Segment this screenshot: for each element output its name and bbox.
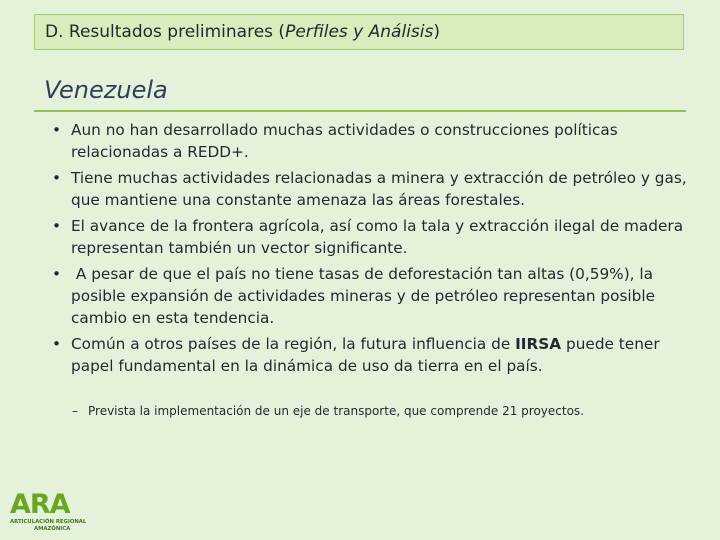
section-title-italic: Perfiles y Análisis	[285, 22, 434, 42]
bullet-list	[52, 119, 692, 381]
bullet-text: El avance de la frontera agrícola, así como la tala y extracción ilegal de madera representan también un vector significante.	[71, 217, 684, 257]
bullet-dot: •	[52, 335, 62, 353]
bullet-text-before: Común a otros países de la región, la futura influencia de	[71, 335, 516, 353]
bullet-item-2	[52, 167, 692, 211]
section-title-box	[34, 14, 684, 50]
country-title: Venezuela	[44, 76, 168, 104]
bullet-text-after: puede tener papel fundamental en la dinámica de uso da tierra en el país.	[71, 335, 660, 375]
logo-line-1: ARTICULACIÓN REGIONAL	[10, 519, 87, 525]
bullet-text: Aun no han desarrollado muchas actividades o construcciones políticas relacionadas a REDD+.	[71, 121, 618, 161]
sub-bullet-text: Prevista la implementación de un eje de transporte, que comprende 21 proyectos.	[88, 404, 585, 418]
bullet-dot: •	[52, 169, 62, 187]
bullet-text: A pesar de que el país no tiene tasas de deforestación tan altas (0,59%), la posible expansión de actividades mineras y de petróleo representan posible cambio en esta tendencia.	[71, 265, 660, 327]
logo-line-2: AMAZÓNICA	[34, 526, 71, 532]
bullet-dot: •	[52, 217, 62, 235]
bullet-text: Tiene muchas actividades relacionadas a minera y extracción de petróleo y gas, que mantiene una constante amenaza las áreas forestales.	[71, 169, 687, 209]
title-divider	[34, 110, 686, 112]
ara-logo	[10, 491, 102, 537]
bullet-text-bold: IIRSA	[515, 335, 562, 353]
bullet-item-3	[52, 215, 692, 259]
bullet-item-1	[52, 119, 692, 163]
bullet-dot: •	[52, 121, 62, 139]
bullet-item-4	[52, 263, 692, 329]
section-title-suffix: )	[433, 22, 440, 42]
sub-bullet	[72, 404, 584, 418]
bullet-item-5	[52, 333, 692, 377]
bullet-dot: •	[52, 265, 62, 283]
section-title-prefix: D. Resultados preliminares (	[45, 22, 286, 42]
sub-bullet-dash: –	[72, 404, 78, 418]
logo-mark: ARA	[10, 489, 70, 520]
